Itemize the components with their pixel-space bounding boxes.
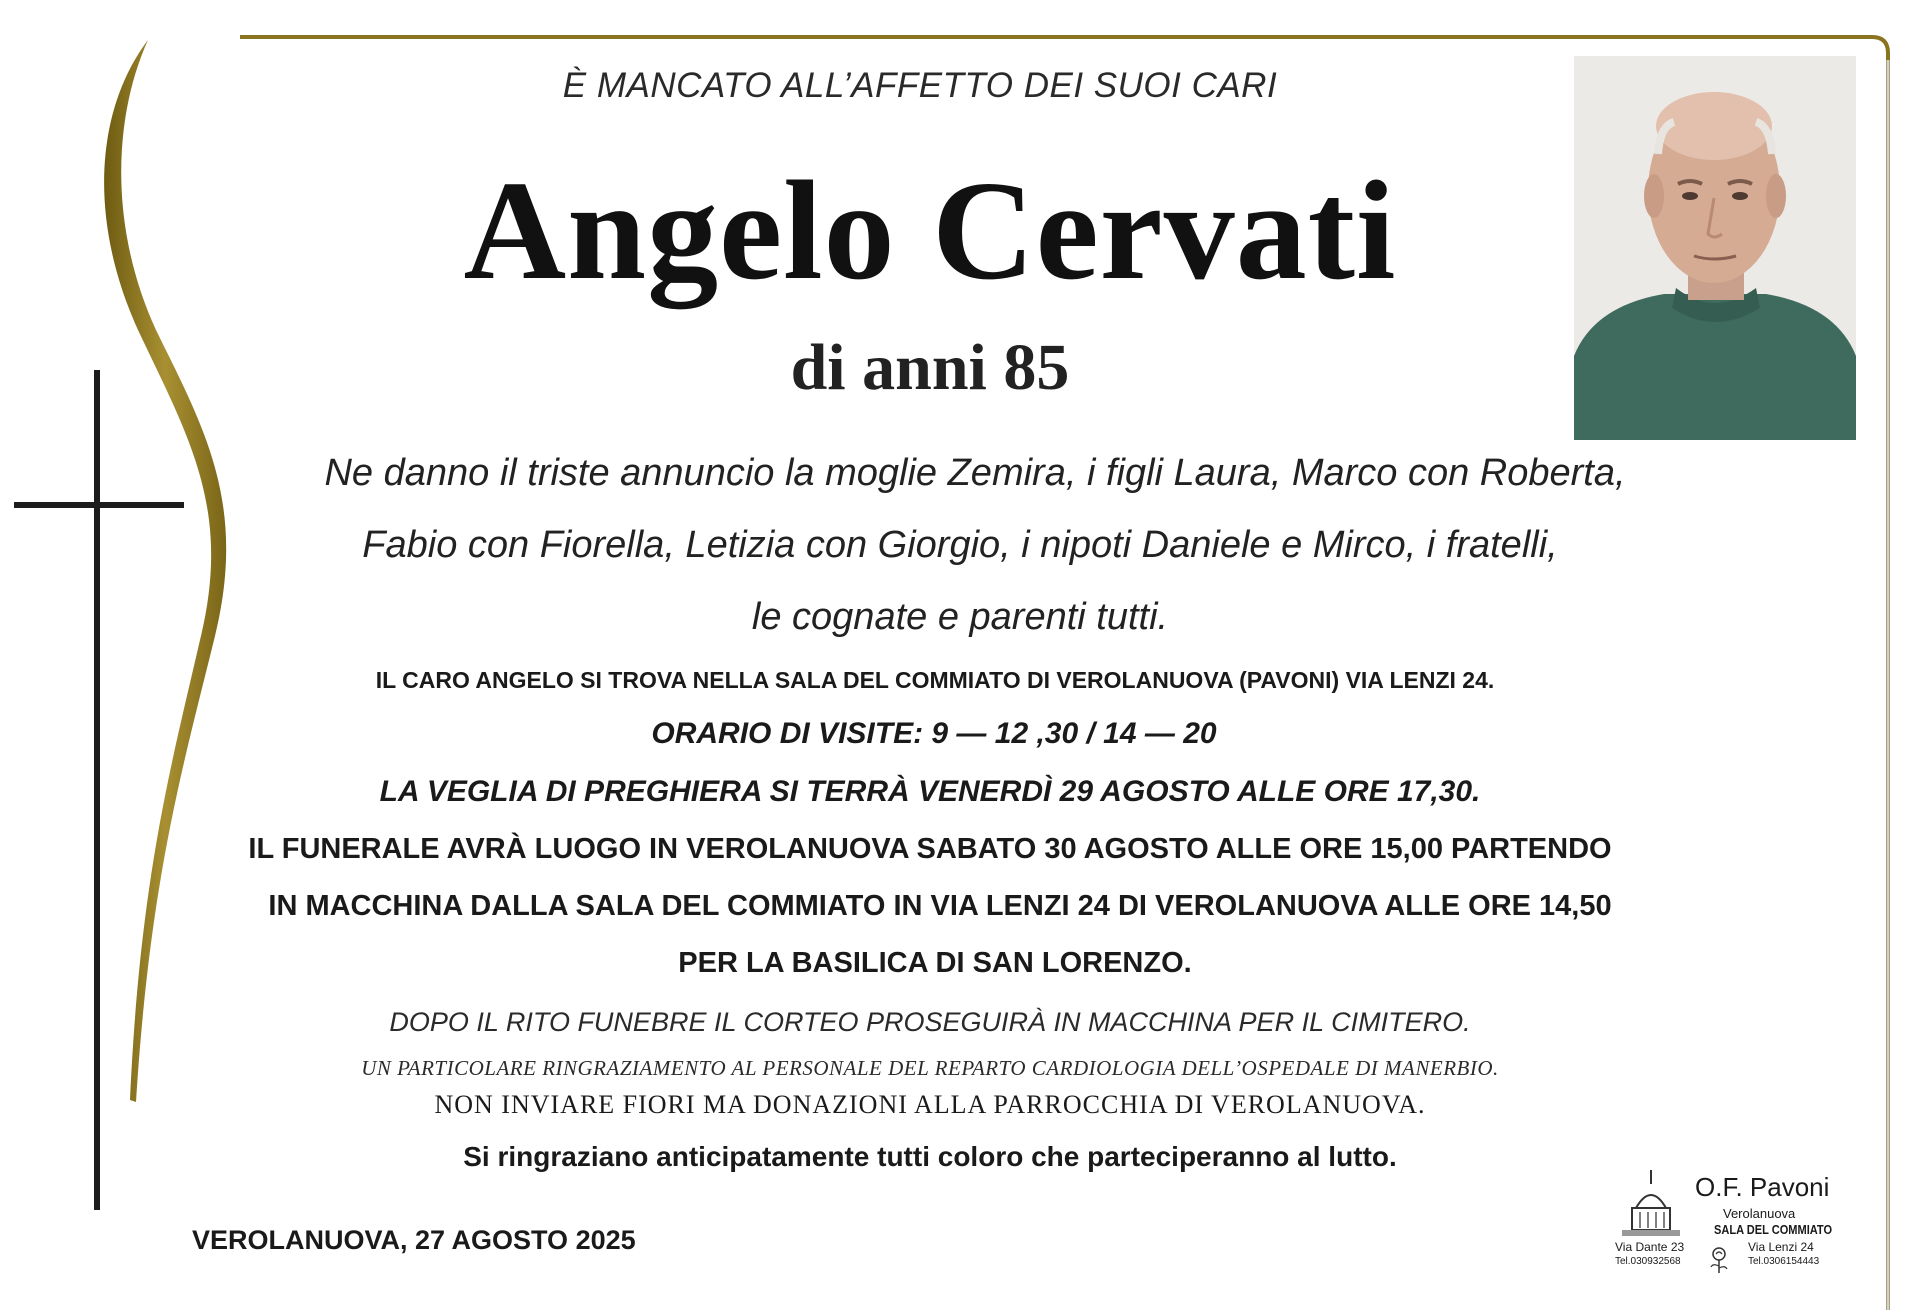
visiting-hours: ORARIO DI VISITE: 9 — 12 ,30 / 14 — 20 xyxy=(651,717,1217,750)
rose-icon xyxy=(1704,1244,1734,1274)
logo-sala: SALA DEL COMMIATO xyxy=(1714,1222,1833,1237)
deceased-age: di anni 85 xyxy=(790,331,1070,404)
no-flowers-note: NON INVIARE FIORI MA DONAZIONI ALLA PARROCCHIA DI VEROLANUOVA. xyxy=(434,1090,1426,1119)
closing-thanks: Si ringraziano anticipatamente tutti coloro che parteciperanno al lutto. xyxy=(463,1141,1397,1172)
logo-address-1: Via Dante 23 xyxy=(1615,1240,1685,1254)
logo-phone-1: Tel.030932568 xyxy=(1615,1256,1681,1267)
procession-note: DOPO IL RITO FUNEBRE IL CORTEO PROSEGUIRÀ IN MACCHINA PER IL CIMITERO. xyxy=(389,1007,1471,1037)
logo-address-2: Via Lenzi 24 xyxy=(1748,1240,1814,1254)
cross-horizontal xyxy=(14,502,184,508)
funeral-home-logo xyxy=(1610,1168,1840,1278)
logo-town: Verolanuova xyxy=(1723,1206,1796,1221)
logo-brand: O.F. Pavoni xyxy=(1695,1172,1830,1202)
family-line-3: le cognate e parenti tutti. xyxy=(751,596,1169,638)
hospital-thanks: UN PARTICOLARE RINGRAZIAMENTO AL PERSONALE DEL REPARTO CARDIOLOGIA DELL’OSPEDALE DI MANERBIO. xyxy=(361,1056,1499,1080)
deceased-name: Angelo Cervati xyxy=(463,151,1397,309)
funeral-line-3: PER LA BASILICA DI SAN LORENZO. xyxy=(678,947,1192,979)
notice-date: VEROLANUOVA, 27 AGOSTO 2025 xyxy=(192,1225,636,1255)
prayer-vigil: LA VEGLIA DI PREGHIERA SI TERRÀ VENERDÌ 29 AGOSTO ALLE ORE 17,30. xyxy=(379,775,1481,808)
portrait-photo xyxy=(1574,56,1856,440)
family-line-2: Fabio con Fiorella, Letizia con Giorgio, i nipoti Daniele e Mirco, i fratelli, xyxy=(362,524,1558,566)
church-icon xyxy=(1618,1168,1684,1238)
funeral-line-2: IN MACCHINA DALLA SALA DEL COMMIATO IN VIA LENZI 24 DI VEROLANUOVA ALLE ORE 14,50 xyxy=(268,890,1612,922)
family-line-1: Ne danno il triste annuncio la moglie Zemira, i figli Laura, Marco con Roberta, xyxy=(324,452,1626,494)
sala-notice: IL CARO ANGELO SI TROVA NELLA SALA DEL COMMIATO DI VEROLANUOVA (PAVONI) VIA LENZI 24. xyxy=(375,667,1495,693)
funeral-line-1: IL FUNERALE AVRÀ LUOGO IN VEROLANUOVA SABATO 30 AGOSTO ALLE ORE 15,00 PARTENDO xyxy=(248,833,1612,865)
intro-line: È MANCATO ALL’AFFETTO DEI SUOI CARI xyxy=(562,66,1278,105)
logo-phone-2: Tel.0306154443 xyxy=(1748,1256,1820,1267)
